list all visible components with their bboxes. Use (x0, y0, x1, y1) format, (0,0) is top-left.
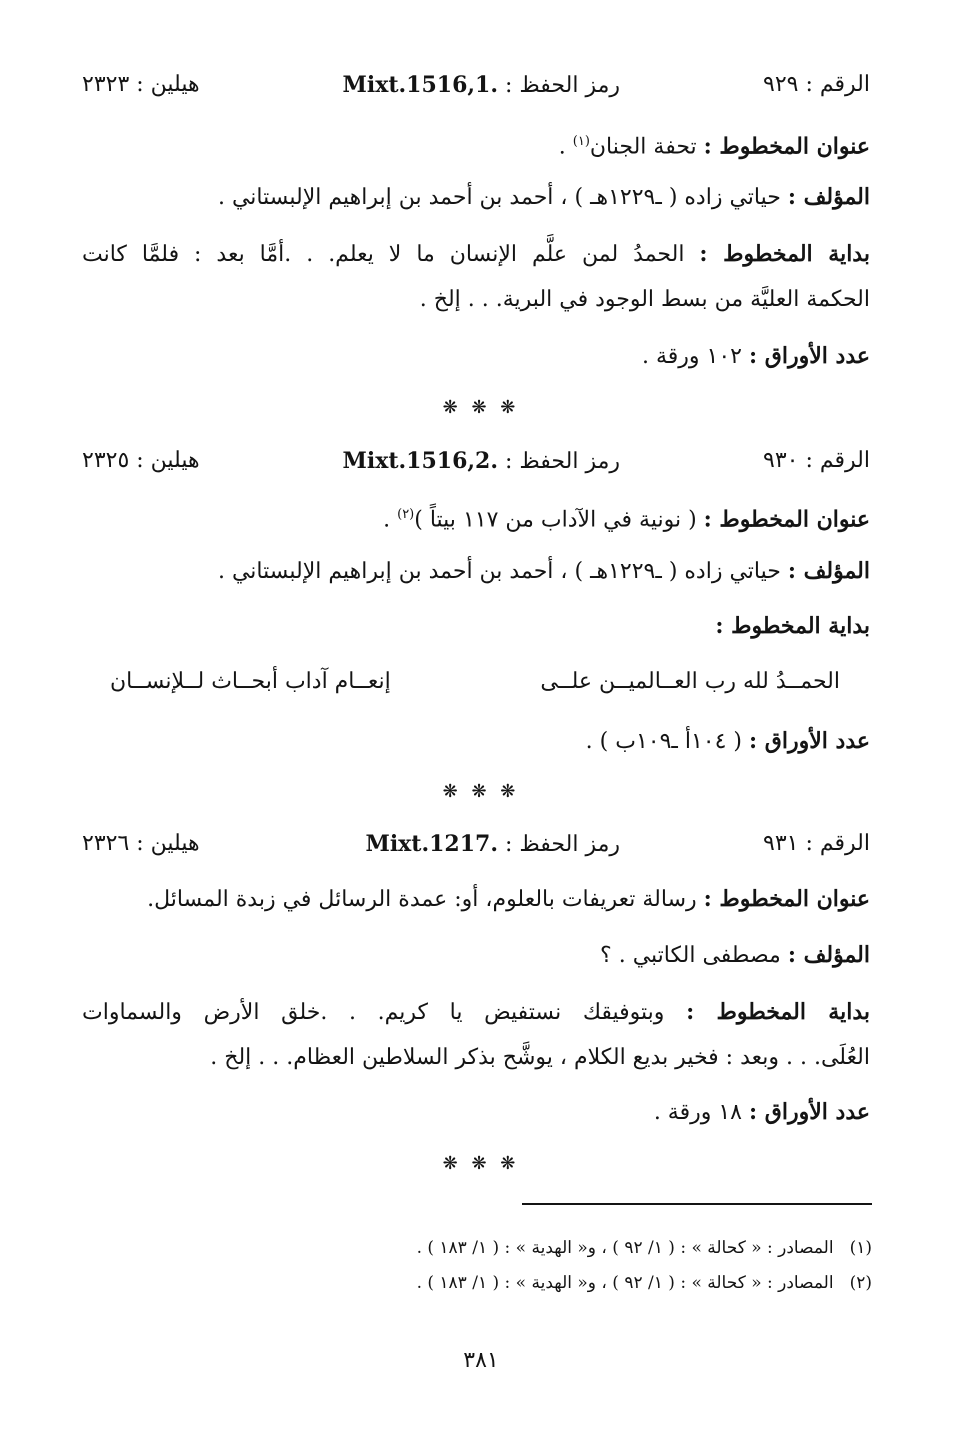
manuscript-author: المؤلف : حياتي زاده ( ـ١٢٢٩هـ ) ، أحمد بن أحمد بن إبراهيم الإلبستاني . (217, 184, 870, 210)
footnote-text: المصادر : « كحالة » : ( ١/ ٩٢ ) ، و« الهدية » : ( ١/ ١٨٣ ) . (416, 1238, 834, 1258)
entry-header (82, 829, 870, 859)
entry-header (82, 70, 870, 100)
shelf-code: رمز الحفظ : Mixt.1217. (365, 831, 620, 857)
manuscript-beginning: بداية المخطوط : وبتوفيقك نستفيض يا كريم. . .خلق الأرض والسماوات (82, 999, 870, 1025)
entry-header (82, 446, 870, 476)
shelf-code: رمز الحفظ : Mixt.1516,1. (342, 72, 620, 98)
manuscript-folios: عدد الأوراق : ١٨ ورقة . (653, 1099, 870, 1125)
verse-hemistich: إنعــام آداب أبحــاث لــلإنســان (110, 669, 391, 694)
footnote-ref: (١) (572, 134, 590, 149)
footnote-text: المصادر : « كحالة » : ( ١/ ٩٢ ) ، و« الهدية » : ( ١/ ١٨٣ ) . (416, 1273, 834, 1293)
verse-line (110, 667, 840, 697)
verse-hemistich: الحمــدُ لله رب العــالميــن علــى (540, 669, 840, 694)
manuscript-folios: عدد الأوراق : ١٠٢ ورقة . (642, 343, 870, 369)
page-number: ٣٨١ (463, 1348, 499, 1373)
entry-number: الرقم : ٩٣٠ (763, 448, 870, 473)
manuscript-beginning-cont: العُلَى. . . وبعد : فخير بديع الكلام ، يوشَّح بذكر السلاطين العظام. . . إلخ . (210, 1045, 870, 1070)
manuscript-title: عنوان المخطوط : ( نونية في الآداب من ١١٧ بيتاً )$^{(٢)}$ . (383, 506, 870, 533)
manuscript-folios: عدد الأوراق : ( ١٠٤أ ـ١٠٩ب ) . (585, 728, 870, 754)
manuscript-author: المؤلف : حياتي زاده ( ـ١٢٢٩هـ ) ، أحمد بن أحمد بن إبراهيم الإلبستاني . (217, 558, 870, 584)
helin-number: هيلين : ٢٣٢٣ (82, 72, 200, 97)
shelf-code: رمز الحفظ : Mixt.1516,2. (342, 448, 620, 474)
section-separator: ❋ ❋ ❋ (442, 781, 520, 802)
footnote (82, 1271, 872, 1295)
footnote-number: (٢) (849, 1273, 872, 1293)
entry-number: الرقم : ٩٣١ (763, 831, 870, 856)
helin-number: هيلين : ٢٣٢٥ (82, 448, 200, 473)
manuscript-beginning: بداية المخطوط : الحمدُ لمن علَّم الإنسان ما لا يعلم. . .أمَّا بعد : فلمَّا كانت (82, 241, 870, 267)
manuscript-beginning: بداية المخطوط : (715, 613, 870, 639)
section-separator: ❋ ❋ ❋ (442, 397, 520, 418)
footnote-divider (522, 1203, 872, 1205)
section-separator: ❋ ❋ ❋ (442, 1153, 520, 1174)
manuscript-title: عنوان المخطوط : تحفة الجنان$^{(١)}$ . (558, 133, 870, 160)
entry-number: الرقم : ٩٢٩ (763, 72, 870, 97)
footnote (82, 1236, 872, 1260)
manuscript-title: عنوان المخطوط : رسالة تعريفات بالعلوم، أو: عمدة الرسائل في زبدة المسائل. (147, 886, 870, 912)
helin-number: هيلين : ٢٣٢٦ (82, 831, 200, 856)
manuscript-author: المؤلف : مصطفى الكاتبي . ؟ (600, 942, 870, 968)
manuscript-beginning-cont: الحكمة العليَّة من بسط الوجود في البرية. . . إلخ . (419, 287, 870, 312)
footnote-ref: (٢) (397, 507, 415, 522)
footnote-number: (١) (849, 1238, 872, 1258)
